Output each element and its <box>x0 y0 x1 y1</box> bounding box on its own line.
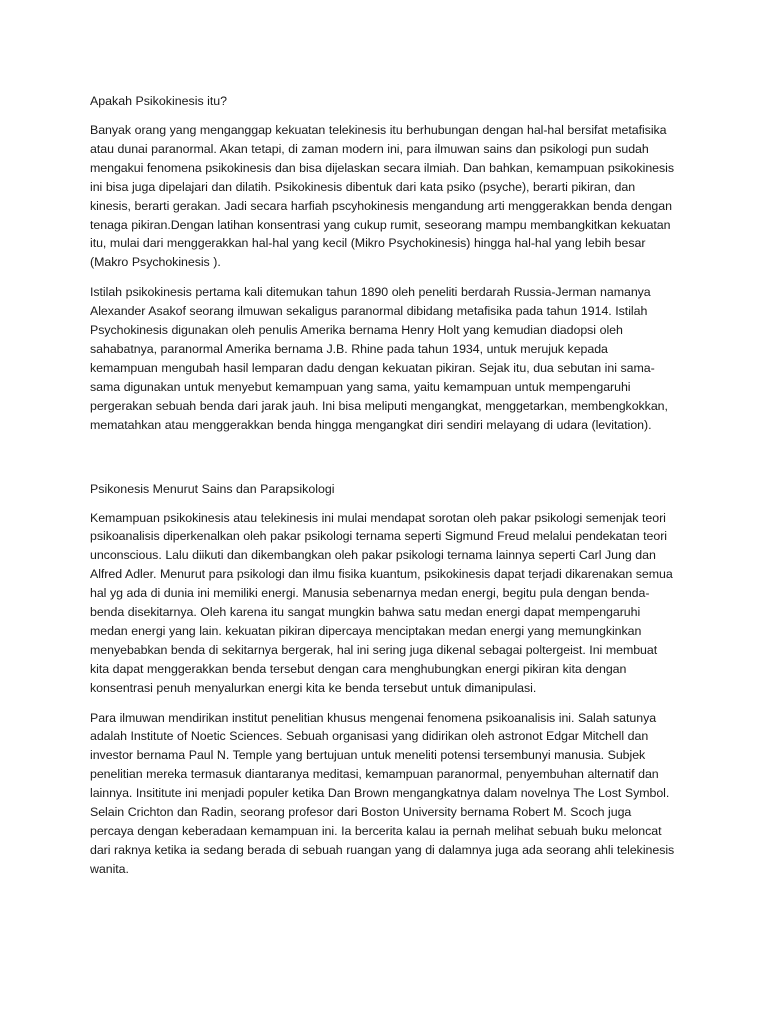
paragraph-kemampuan: Kemampuan psikokinesis atau telekinesis ini mulai mendapat sorotan oleh pakar psikologi semenjak teori psikoanalisis diperkenalkan oleh pakar psikologi ternama seperti Sigmund Freud melalui pendekatan teori unconscious. Lalu diikuti dan dikembangkan oleh pakar psikologi ternama lainnya seperti Carl Jung dan Alfred Adler. Menurut para psikologi dan ilmu fisika kuantum, psikokinesis dapat terjadi dikarenakan semua hal yg ada di dunia ini memiliki energi. Manusia sebenarnya medan energi, begitu pula dengan benda-benda disekitarnya. Oleh karena itu sangat mungkin bahwa satu medan energi dapat mempengaruhi medan energi yang lain. kekuatan pikiran dipercaya menciptakan medan energi yang memungkinkan menyebabkan benda di sekitarnya bergerak, hal ini sering juga dikenal sebagai poltergeist. Ini membuat kita dapat menggerakkan benda tersebut dengan cara menghubungkan energi pikiran kita dengan konsentrasi penuh menyalurkan energi kita ke benda tersebut untuk dimanipulasi. <box>90 510 673 695</box>
section-heading-psikonesis-sains: Psikonesis Menurut Sains dan Parapsikologi <box>90 481 335 496</box>
paragraph-intro: Banyak orang yang menganggap kekuatan telekinesis itu berhubungan dengan hal-hal bersifat metafisika atau dunai paranormal. Akan tetapi, di zaman modern ini, para ilmuwan sains dan psikologi pun sudah mengakui fenomena psikokinesis dan bisa dijelaskan secara ilmiah. Dan bahkan, kemampuan psikokinesis ini bisa juga dipelajari dan dilatih. Psikokinesis dibentuk dari kata psiko (psyche), berarti pikiran, dan kinesis, berarti gerakan. Jadi secara harfiah pscyhokinesis mengandung arti menggerakkan benda dengan tenaga pikiran.Dengan latihan konsentrasi yang cukup rumit, seseorang mampu membangkitkan kekuatan itu, mulai dari menggerakkan hal-hal yang kecil (Mikro Psychokinesis) hingga hal-hal yang lebih besar (Makro Psychokinesis ). <box>90 123 675 270</box>
paragraph-istilah: Istilah psikokinesis pertama kali ditemukan tahun 1890 oleh peneliti berdarah Russia-Jerman namanya Alexander Asakof seorang ilmuwan sekaligus paranormal dibidang metafisika pada tahun 1914. Istilah Psychokinesis digunakan oleh penulis Amerika bernama Henry Holt yang kemudian diadopsi oleh sahabatnya, paranormal Amerika bernama J.B. Rhine pada tahun 1934, untuk merujuk kepada kemampuan mengubah hasil lemparan dadu dengan kekuatan pikiran. Sejak itu, dua sebutan ini sama-sama digunakan untuk menyebut kemampuan yang sama, yaitu kemampuan untuk mempengaruhi pergerakan sebuah benda dari jarak jauh. Ini bisa meliputi mengangkat, menggetarkan, membengkokkan, mematahkan atau menggerakkan benda hingga mengangkat diri sendiri melayang di udara (levitation). <box>90 285 668 432</box>
section-spacer <box>90 446 676 480</box>
paragraph-institut: Para ilmuwan mendirikan institut penelitian khusus mengenai fenomena psikoanalisis ini. Salah satunya adalah Institute of Noetic Sciences. Sebuah organisasi yang didirikan oleh astronot Edgar Mitchell dan investor bernama Paul N. Temple yang bertujuan untuk meneliti potensi tersembunyi manusia. Subjek penelitian mereka termasuk diantaranya meditasi, kemampuan paranormal, penyembuhan alternatif dan lainnya. Insititute ini menjadi populer ketika Dan Brown mengangkatnya dalam novelnya The Lost Symbol. Selain Crichton dan Radin, seorang profesor dari Boston University bernama Robert M. Scoch juga percaya dengan keberadaan kemampuan ini. Ia bercerita kalau ia pernah melihat sebuah buku meloncat dari raknya ketika ia sedang berada di sebuah ruangan yang di dalamnya juga ada seorang ahli telekinesis wanita. <box>90 710 675 876</box>
section-heading-apakah-psikokinesis: Apakah Psikokinesis itu? <box>90 94 228 108</box>
document-content <box>90 92 676 890</box>
